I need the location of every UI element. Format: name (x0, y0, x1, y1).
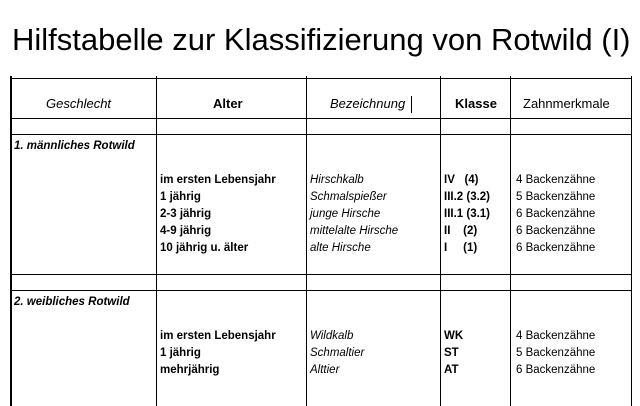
cell-zahnmerkmale: 4 Backenzähne (516, 330, 596, 342)
cell-alter: mehrjährig (160, 364, 220, 376)
header-bezeichnung: Bezeichnung (330, 96, 406, 111)
header-zahnmerkmale: Zahnmerkmale (523, 96, 610, 111)
section-label-weiblich: 2. weibliches Rotwild (14, 296, 130, 308)
cell-zahnmerkmale: 6 Backenzähne (516, 225, 596, 237)
cell-bezeichnung: Schmalspießer (310, 191, 387, 203)
cell-klasse: II (2) (444, 225, 478, 237)
column-divider (510, 76, 511, 406)
column-divider (306, 76, 307, 406)
cell-klasse: IV (4) (444, 174, 479, 186)
cell-klasse: III.2 (3.2) (444, 191, 491, 203)
cell-klasse: AT (444, 364, 459, 376)
header-geschlecht: Geschlecht (46, 96, 112, 111)
table-border-right (631, 76, 632, 406)
cell-bezeichnung: alte Hirsche (310, 242, 371, 254)
cell-zahnmerkmale: 4 Backenzähne (516, 174, 596, 186)
cell-zahnmerkmale: 5 Backenzähne (516, 347, 596, 359)
row-divider (10, 290, 632, 291)
cell-klasse: I (1) (444, 242, 478, 254)
cell-bezeichnung: mittelalte Hirsche (310, 225, 399, 237)
section-label-maennlich: 1. männliches Rotwild (14, 140, 135, 152)
cell-bezeichnung: Wildkalb (310, 330, 354, 342)
header-alter: Alter (213, 96, 243, 111)
cell-zahnmerkmale: 6 Backenzähne (516, 208, 596, 220)
cell-klasse: WK (444, 330, 464, 342)
cell-bezeichnung: Alttier (310, 364, 340, 376)
header-klasse: Klasse (455, 96, 497, 111)
cell-bezeichnung: Hirschkalb (310, 174, 364, 186)
page-title: Hilfstabelle zur Klassifizierung von Rotwild (I) (12, 22, 631, 57)
row-divider (10, 274, 632, 275)
cell-klasse: ST (444, 347, 459, 359)
cell-alter: 1 jährig (160, 347, 201, 359)
cell-zahnmerkmale: 6 Backenzähne (516, 242, 596, 254)
cell-alter: im ersten Lebensjahr (160, 174, 276, 186)
cell-alter: 2-3 jährig (160, 208, 212, 220)
cell-alter: 10 jährig u. älter (160, 242, 249, 254)
table-border-left (10, 76, 12, 406)
cell-zahnmerkmale: 5 Backenzähne (516, 191, 596, 203)
column-divider (156, 76, 157, 406)
cell-zahnmerkmale: 6 Backenzähne (516, 364, 596, 376)
cell-alter: im ersten Lebensjahr (160, 330, 276, 342)
text-cursor (411, 96, 412, 113)
cell-alter: 4-9 jährig (160, 225, 212, 237)
cell-bezeichnung: junge Hirsche (310, 208, 381, 220)
table-border-top (10, 78, 632, 79)
row-divider (10, 118, 632, 119)
cell-bezeichnung: Schmaltier (310, 347, 365, 359)
cell-klasse: III.1 (3.1) (444, 208, 491, 220)
cell-alter: 1 jährig (160, 191, 201, 203)
row-divider (10, 134, 632, 135)
column-divider (440, 76, 441, 406)
